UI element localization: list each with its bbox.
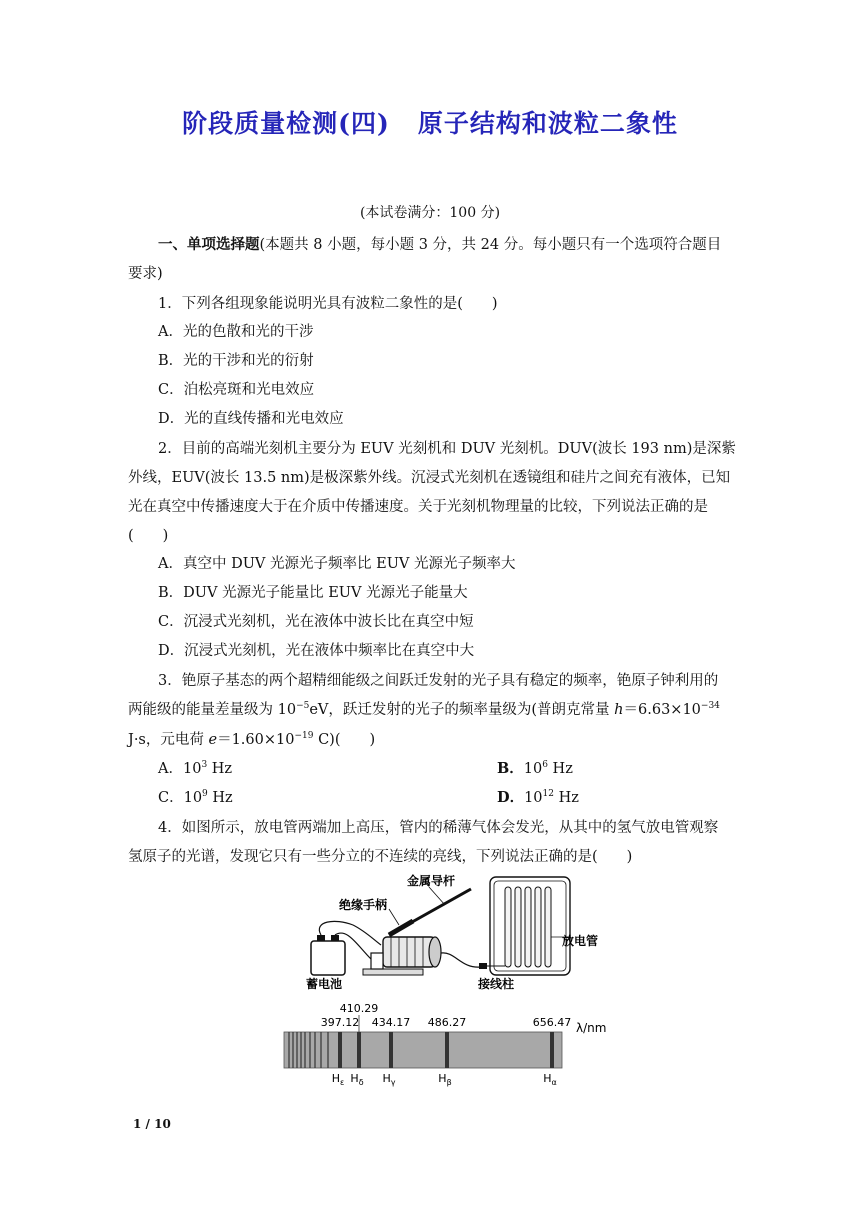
page-title (0, 104, 860, 140)
q2-line3: 光在真空中传播速度大于在介质中传播速度。关于光刻机物理量的比较，下列说法正确的是 (128, 499, 708, 515)
q2-line1: 2．目前的高端光刻机主要分为 EUV 光刻机和 DUV 光刻机。DUV(波长 193 nm)是深紫 (158, 441, 736, 457)
q2-line4: ( ) (128, 528, 169, 544)
q2-option-b: B．DUV 光源光子能量比 EUV 光源光子能量大 (158, 585, 468, 601)
title-part2: 原子结构和波粒二象性 (417, 109, 678, 138)
wavelength-label: 656.47 (532, 1016, 572, 1029)
spectral-line-β (445, 1032, 449, 1068)
q2-option-d: D．沉浸式光刻机，光在液体中频率比在真空中大 (158, 643, 475, 659)
section1-line2: 要求) (128, 266, 163, 282)
q1-option-c: C．泊松亮斑和光电效应 (158, 382, 315, 398)
label-metal-rod: 金属导杆 (407, 874, 456, 888)
battery-icon (311, 941, 345, 975)
q1-stem: 1．下列各组现象能说明光具有波粒二象性的是( ) (158, 296, 498, 312)
q2-option-a: A．真空中 DUV 光源光子频率比 EUV 光源光子频率大 (158, 556, 516, 572)
q2-option-c: C．沉浸式光刻机，光在液体中波长比在真空中短 (158, 614, 474, 630)
section1-line1 (158, 233, 721, 254)
spectral-line-γ (389, 1032, 393, 1068)
line-name-label: $H_\delta$ (350, 1072, 364, 1087)
label-terminal: 接线柱 (478, 977, 515, 991)
q1-option-a: A．光的色散和光的干涉 (158, 324, 314, 340)
discharge-apparatus-figure (295, 873, 615, 993)
score-note: (本试卷满分：100 分) (359, 205, 501, 221)
label-discharge-tube: 放电管 (562, 934, 599, 948)
line-name-label: $H_\gamma$ (382, 1072, 396, 1087)
wavelength-label: 410.29 (339, 1002, 379, 1015)
q3-option-d: D．$10^{12}$ Hz (497, 789, 579, 806)
q1-option-d: D．光的直线传播和光电效应 (158, 411, 344, 427)
label-battery: 蓄电池 (306, 977, 343, 991)
spectral-line-δ (357, 1032, 361, 1068)
spectral-line-α (550, 1032, 554, 1068)
q3-option-a: A．$10^3$ Hz (158, 760, 233, 777)
section1-desc: (本题共 8 小题，每小题 3 分，共 24 分。每小题只有一个选项符合题目 (259, 237, 722, 253)
q4-line2: 氢原子的光谱，发现它只有一些分立的不连续的亮线，下列说法正确的是( ) (128, 849, 633, 865)
spectral-line-ε (338, 1032, 342, 1068)
terminal-icon (479, 963, 487, 969)
line-name-label: $H_\varepsilon$ (331, 1072, 345, 1087)
section1-heading: 一、单项选择题 (158, 236, 260, 253)
hydrogen-spectrum-figure (280, 998, 620, 1090)
line-name-label: $H_\beta$ (438, 1072, 452, 1087)
wavelength-label: 397.12 (320, 1016, 360, 1029)
q2-line2: 外线，EUV(波长 13.5 nm)是极深紫外线。沉浸式光刻机在透镜组和硅片之间充有液体，已知 (128, 470, 731, 486)
wavelength-label: 486.27 (427, 1016, 467, 1029)
title-part1: 阶段质量检测(四) (182, 109, 390, 138)
q4-line1: 4．如图所示，放电管两端加上高压，管内的稀薄气体会发光，从其中的氢气放电管观察 (158, 820, 719, 836)
q3-line1: 3．铯原子基态的两个超精细能级之间跃迁发射的光子具有稳定的频率，铯原子钟利用的 (158, 673, 719, 689)
page-number: 1 / 10 (133, 1117, 171, 1131)
wavelength-label: 434.17 (371, 1016, 411, 1029)
q3-option-c: C．$10^9$ Hz (158, 789, 233, 806)
spectrum-unit-label: λ/nm (576, 1021, 607, 1035)
line-name-label: $H_\alpha$ (543, 1072, 557, 1087)
q3-option-b: B．$10^6$ Hz (497, 760, 573, 777)
q1-option-b: B．光的干涉和光的衍射 (158, 353, 314, 369)
label-insulated-handle: 绝缘手柄 (339, 898, 388, 912)
q3-line2: 两能级的能量差量级为 $10^{-5}eV$，跃迁发射的光子的频率量级为(普朗克常量 $h=6.63\times 10^{-34}$ (128, 701, 720, 718)
q3-line3: J·s，元电荷 $e=1.60\times 10^{-19}$ C)( ) (128, 731, 376, 748)
spectrum-band (284, 1032, 562, 1068)
